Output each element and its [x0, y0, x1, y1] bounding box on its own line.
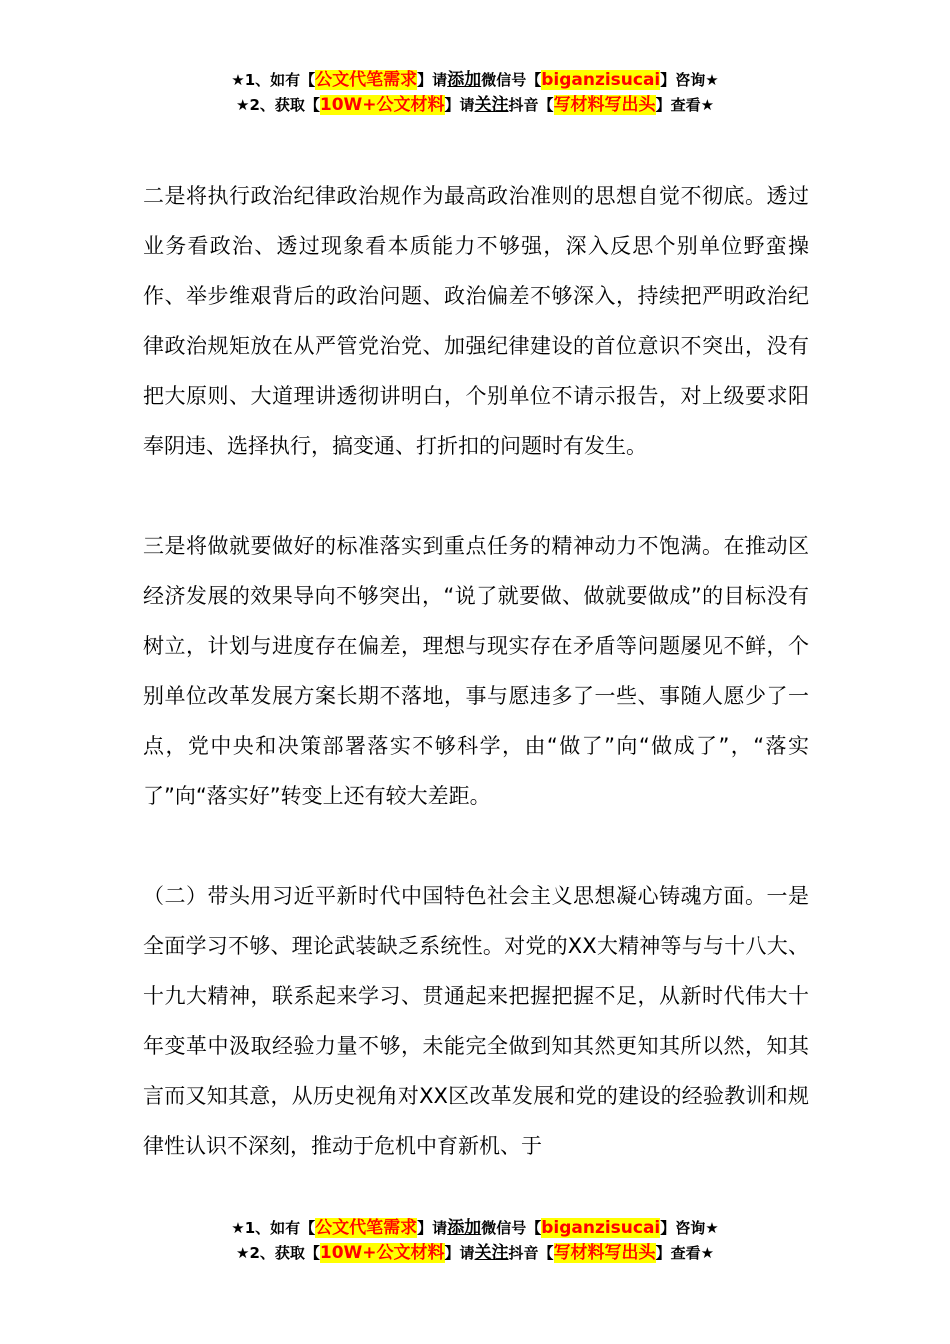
- banner-text: 2、获取【: [249, 96, 320, 114]
- banner-text: 】查看★: [655, 1244, 715, 1262]
- banner-text: 】咨询★: [660, 1219, 719, 1237]
- banner-line-2: [0, 93, 950, 118]
- paragraph-political-discipline: 二是将执行政治纪律政治规作为最高政治准则的思想自觉不彻底。透过业务看政治、透过现象看本质能力不够强，深入反思个别单位野蛮操作、举步维艰背后的政治问题、政治偏差不够深入，持续把严明政治纪律政治规矩放在从严管党治党、加强纪律建设的首位意识不突出，没有把大原则、大道理讲透彻讲明白，个别单位不请示报告，对上级要求阳奉阴违、选择执行，搞变通、打折扣的问题时有发生。: [143, 184, 809, 458]
- underline-add: 添加: [447, 70, 482, 90]
- footer-banner: [0, 1216, 950, 1266]
- highlight-douyin-id: 写材料写出头: [553, 1243, 656, 1263]
- banner-text: 】请: [444, 1244, 475, 1262]
- banner-text: 2、获取【: [249, 1244, 320, 1262]
- banner-text: 】咨询★: [660, 71, 719, 89]
- highlight-douyin-id: 写材料写出头: [553, 95, 656, 115]
- highlight-service: 公文代笔需求: [315, 70, 418, 90]
- highlight-materials: 10W+公文材料: [319, 1243, 445, 1263]
- banner-text: 微信号【: [481, 1219, 542, 1237]
- star-icon: ★: [231, 1219, 245, 1237]
- paragraph-spacer: [143, 821, 809, 871]
- star-icon: ★: [235, 1244, 250, 1262]
- header-banner: [0, 68, 950, 118]
- banner-text: 抖音【: [508, 1244, 554, 1262]
- banner-text: 1、如有【: [244, 1219, 316, 1237]
- star-icon: ★: [235, 96, 250, 114]
- underline-add: 添加: [447, 1218, 482, 1238]
- highlight-materials: 10W+公文材料: [319, 95, 445, 115]
- underline-follow: 关注: [474, 1243, 509, 1263]
- paragraph-theory-study: （二）带头用习近平新时代中国特色社会主义思想凝心铸魂方面。一是全面学习不够、理论武装缺乏系统性。对党的XX大精神等与与十八大、十九大精神，联系起来学习、贯通起来把握把握不足，从新时代伟大十年变革中汲取经验力量不够，未能完全做到知其然更知其所以然，知其言而又知其意，从历史视角对XX区改革发展和党的建设的经验教训和规律性认识不深刻，推动于危机中育新机、于: [143, 884, 809, 1158]
- banner-line-2: [0, 1241, 950, 1266]
- star-icon: ★: [231, 71, 245, 89]
- banner-text: 1、如有【: [244, 71, 316, 89]
- banner-text: 】请: [444, 96, 475, 114]
- banner-text: 微信号【: [481, 71, 542, 89]
- banner-line-1: [0, 68, 950, 93]
- banner-text: 抖音【: [508, 96, 554, 114]
- highlight-wechat-id: biganzisucai: [541, 1218, 661, 1238]
- banner-text: 】查看★: [655, 96, 715, 114]
- paragraph-key-tasks: 三是将做就要做好的标准落实到重点任务的精神动力不饱满。在推动区经济发展的效果导向不够突出，“说了就要做、做就要做成”的目标没有树立，计划与进度存在偏差，理想与现实存在矛盾等问题屡见不鲜，个别单位改革发展方案长期不落地，事与愿违多了一些、事随人愿少了一点，党中央和决策部署落实不够科学，由“做了”向“做成了”，“落实了”向“落实好”转变上还有较大差距。: [143, 534, 809, 808]
- banner-line-1: [0, 1216, 950, 1241]
- paragraph-spacer: [143, 471, 809, 521]
- document-body: [143, 171, 809, 1171]
- underline-follow: 关注: [474, 95, 509, 115]
- highlight-wechat-id: biganzisucai: [541, 70, 661, 90]
- banner-text: 】请: [417, 71, 448, 89]
- highlight-service: 公文代笔需求: [315, 1218, 418, 1238]
- banner-text: 】请: [417, 1219, 448, 1237]
